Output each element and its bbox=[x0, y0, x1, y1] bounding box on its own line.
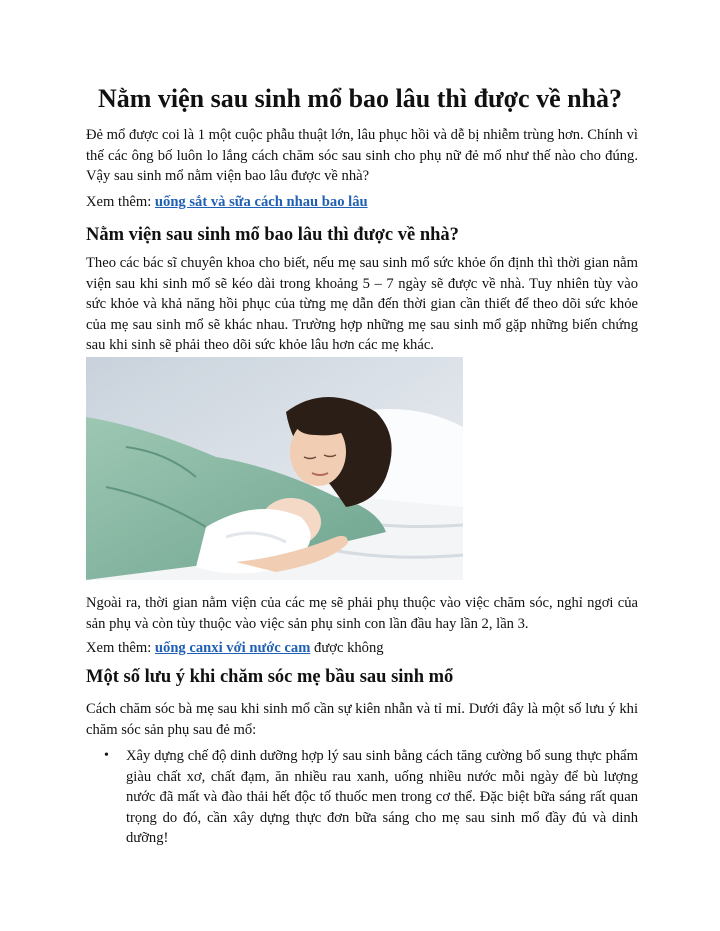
see-also-suffix: được không bbox=[310, 640, 384, 656]
intro-paragraph: Đẻ mổ được coi là 1 một cuộc phẫu thuật lớn, lâu phục hồi và dễ bị nhiễm trùng hơn. Chính vì thế các ông bố luôn lo lắng cách chăm sóc sau sinh cho phụ nữ đẻ mổ như thế nào cho đúng. Vậy sau sinh mổ nằm viện bao lâu được về nhà? bbox=[86, 127, 638, 184]
list-item bbox=[86, 746, 638, 849]
care-tips-list bbox=[86, 746, 638, 849]
page-title: Nằm viện sau sinh mổ bao lâu thì được về nhà? bbox=[97, 84, 623, 113]
section2-body: Cách chăm sóc bà mẹ sau khi sinh mổ cần sự kiên nhẫn và tỉ mỉ. Dưới đây là một số lưu ý khi chăm sóc sản phụ sau đẻ mổ: bbox=[86, 701, 638, 738]
see-also-link-iron-milk[interactable]: uống sắt và sữa cách nhau bao lâu bbox=[154, 194, 368, 210]
section1-body: Theo các bác sĩ chuyên khoa cho biết, nếu mẹ sau sinh mổ sức khỏe ổn định thì thời gian nằm viện sau khi sinh mổ sẽ kéo dài trong khoảng 5 – 7 ngày sẽ được về nhà. Tuy nhiên tùy vào sức khỏe và khả năng hồi phục của từng mẹ dẫn đến thời gian cần thiết để theo dõi sức khỏe của mẹ sau sinh mổ sẽ khác nhau. Trường hợp những mẹ sau sinh mổ gặp những biến chứng sau khi sinh sẽ phải theo dõi sức khỏe lâu hơn các mẹ khác. bbox=[86, 255, 638, 353]
see-also-link-calcium-orange[interactable]: uống canxi với nước cam bbox=[154, 640, 311, 656]
section2-heading: Một số lưu ý khi chăm sóc mẹ bầu sau sinh mổ bbox=[86, 667, 454, 687]
see-also-2 bbox=[86, 638, 638, 659]
after-photo-paragraph: Ngoài ra, thời gian nằm viện của các mẹ sẽ phải phụ thuộc vào việc chăm sóc, nghỉ ngơi của sản phụ và còn tùy thuộc vào việc sản phụ sinh con lần đầu hay lần 2, lần 3. bbox=[86, 595, 638, 632]
see-also-prefix: Xem thêm: bbox=[86, 640, 155, 656]
see-also-1 bbox=[86, 192, 638, 213]
bullet-icon: • bbox=[104, 748, 109, 763]
mother-baby-photo bbox=[86, 357, 463, 580]
see-also-prefix: Xem thêm: bbox=[86, 194, 155, 210]
list-item-text: Xây dựng chế độ dinh dưỡng hợp lý sau sinh bằng cách tăng cường bổ sung thực phẩm giàu chất xơ, chất đạm, ăn nhiều rau xanh, uống nhiều nước mỗi ngày để bù lượng nước đã mất và đào thải hết độc tố thuốc men trong cơ thể. Đặc biệt bữa sáng rất quan trọng do đó, cần xây dựng thực đơn bữa sáng cho mẹ sau sinh mổ đầy đủ và dinh dưỡng! bbox=[126, 748, 638, 846]
section1-heading: Nằm viện sau sinh mổ bao lâu thì được về nhà? bbox=[86, 225, 459, 245]
